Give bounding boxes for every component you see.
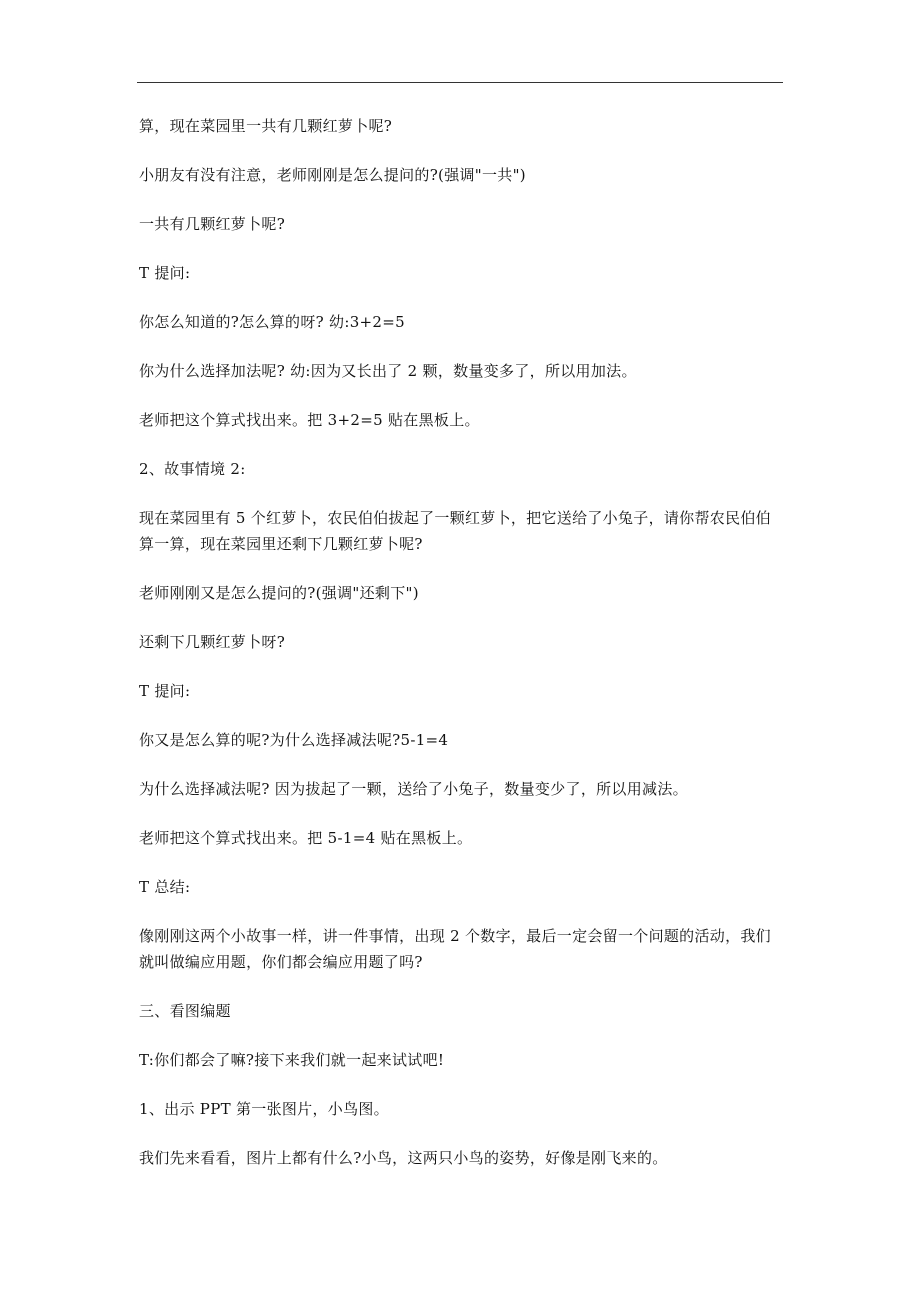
paragraph: T 总结: [139, 878, 191, 896]
section-heading: 三、看图编题 [139, 1002, 231, 1020]
document-body [139, 113, 783, 1194]
paragraph: 还剩下几颗红萝卜呀? [139, 633, 286, 651]
paragraph: 算，现在菜园里一共有几颗红萝卜呢? [139, 117, 393, 135]
paragraph: T 提问: [139, 682, 191, 700]
paragraph: 你为什么选择加法呢? 幼:因为又长出了 2 颗，数量变多了，所以用加法。 [139, 362, 637, 380]
paragraph: 一共有几颗红萝卜呢? [139, 215, 286, 233]
paragraph: 老师刚刚又是怎么提问的?(强调"还剩下") [139, 584, 419, 602]
paragraph: 你怎么知道的?怎么算的呀? 幼:3+2=5 [139, 313, 405, 331]
paragraph: 老师把这个算式找出来。把 5-1=4 贴在黑板上。 [139, 829, 473, 847]
paragraph: 老师把这个算式找出来。把 3+2=5 贴在黑板上。 [139, 411, 480, 429]
section-heading: 2、故事情境 2: [139, 460, 246, 478]
paragraph: 为什么选择减法呢? 因为拔起了一颗，送给了小兔子，数量变少了，所以用减法。 [139, 780, 688, 798]
paragraph: 小朋友有没有注意，老师刚刚是怎么提问的?(强调"一共") [139, 166, 526, 184]
paragraph: 像刚刚这两个小故事一样，讲一件事情，出现 2 个数字，最后一定会留一个问题的活动，我们就叫做编应用题，你们都会编应用题了吗? [139, 927, 771, 971]
header-rule [137, 82, 783, 83]
paragraph: T 提问: [139, 264, 191, 282]
paragraph: 现在菜园里有 5 个红萝卜，农民伯伯拔起了一颗红萝卜，把它送给了小兔子，请你帮农民伯伯算一算，现在菜园里还剩下几颗红萝卜呢? [139, 509, 771, 553]
paragraph: 1、出示 PPT 第一张图片，小鸟图。 [139, 1100, 389, 1118]
paragraph: 你又是怎么算的呢?为什么选择减法呢?5-1=4 [139, 731, 449, 749]
paragraph: 我们先来看看，图片上都有什么?小鸟，这两只小鸟的姿势，好像是刚飞来的。 [139, 1149, 668, 1167]
paragraph: T:你们都会了嘛?接下来我们就一起来试试吧! [139, 1051, 445, 1069]
